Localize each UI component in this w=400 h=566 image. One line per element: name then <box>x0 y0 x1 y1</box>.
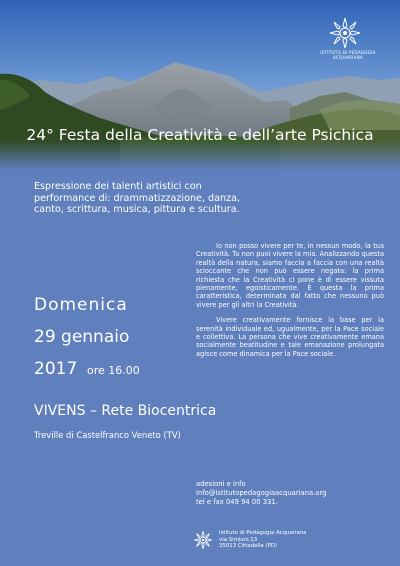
body-paragraph: Vivere creativamente fornisce la base per la serenità individuale ed, ugualmente, per la Pace sociale e collettiva. La persona che vive creativamente emana socialmente beatitudine e tale emanazione prolungata agisce come dinamica per la Pace sociale. <box>196 316 384 358</box>
contact-email: info@istitutopedagogiaacquariana.org <box>196 488 327 497</box>
contact-heading: adesioni e info <box>196 480 246 488</box>
event-day-month: 29 gennaio <box>34 327 130 347</box>
venue-name: VIVENS – Rete Biocentrica <box>34 403 217 419</box>
event-year: 2017 <box>34 359 78 379</box>
footer-city: 35013 Cittadella (PD) <box>219 543 278 550</box>
contact-info <box>196 480 326 506</box>
intro-text: Espressione dei talenti artistici con performance di: drammatizzazione, danza, canto, scrittura, musica, pittura e scultura. <box>34 181 241 216</box>
venue-location: Treville di Castelfranco Veneto (TV) <box>34 430 181 440</box>
event-weekday: Domenica <box>34 295 128 315</box>
body-paragraph: Io non posso vivere per te, in nessun modo, la tua Creatività. Tu non puoi vivere la mia. Analizzando questa realtà della natura, siamo faccia a faccia con una realtà scioccante che non può essere negata: la prima richiesta che la Creatività ci pone è di essere vissuta pienamente, egoisticamente. È questa la prima caratteristica, determinata dal fatto che nessuno può vivere per gli altri la Creatività. <box>196 242 384 309</box>
event-title: 24° Festa della Creatività e dell’arte Psichica <box>26 126 374 144</box>
lotus-icon <box>328 16 362 50</box>
footer-street: via Simioni,13 <box>219 536 258 543</box>
body-text <box>196 242 384 365</box>
lotus-icon <box>193 530 213 550</box>
contact-phone: tel e fax 049 94 00 331. <box>196 497 278 506</box>
logo-label: ISTITUTO DI PEDAGOGIA ACQUARIANA <box>320 50 376 60</box>
event-time: ore 16.00 <box>87 364 140 377</box>
footer-address <box>219 530 307 550</box>
footer-org-name: Istituto di Pedagogia Acquariana <box>219 530 307 536</box>
